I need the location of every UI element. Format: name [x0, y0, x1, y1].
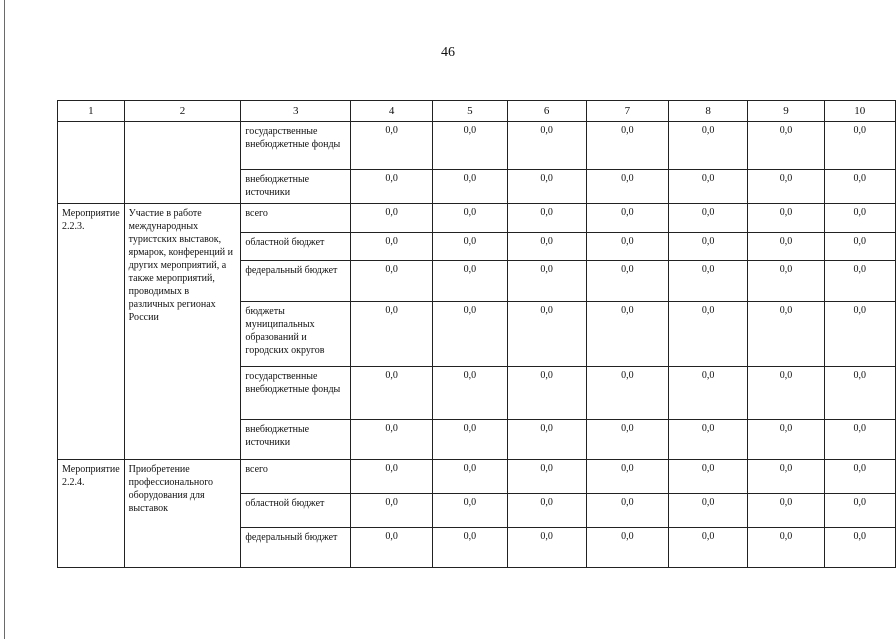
value-cell: 0,0 [824, 204, 895, 233]
value-cell: 0,0 [669, 170, 748, 204]
value-cell: 0,0 [748, 420, 824, 460]
funding-source-cell: федеральный бюджет [241, 528, 351, 568]
value-cell: 0,0 [669, 460, 748, 494]
value-cell: 0,0 [351, 261, 433, 302]
value-cell: 0,0 [586, 122, 668, 170]
value-cell: 0,0 [351, 302, 433, 367]
value-cell: 0,0 [586, 528, 668, 568]
value-cell: 0,0 [669, 233, 748, 261]
funding-table [57, 100, 896, 568]
table-row [58, 122, 896, 170]
event-code-cell [58, 122, 125, 204]
header-cell: 8 [669, 101, 748, 122]
value-cell: 0,0 [669, 261, 748, 302]
value-cell: 0,0 [669, 494, 748, 528]
value-cell: 0,0 [586, 233, 668, 261]
table-row [58, 204, 896, 233]
funding-source-cell: государственные внебюджетные фонды [241, 122, 351, 170]
header-cell: 6 [507, 101, 586, 122]
value-cell: 0,0 [351, 233, 433, 261]
value-cell: 0,0 [824, 122, 895, 170]
value-cell: 0,0 [507, 261, 586, 302]
funding-source-cell: внебюджетные источники [241, 170, 351, 204]
funding-source-cell: федеральный бюджет [241, 261, 351, 302]
value-cell: 0,0 [351, 204, 433, 233]
value-cell: 0,0 [586, 170, 668, 204]
value-cell: 0,0 [824, 170, 895, 204]
header-cell: 4 [351, 101, 433, 122]
value-cell: 0,0 [507, 122, 586, 170]
value-cell: 0,0 [824, 460, 895, 494]
value-cell: 0,0 [586, 204, 668, 233]
header-cell: 10 [824, 101, 895, 122]
value-cell: 0,0 [748, 302, 824, 367]
value-cell: 0,0 [586, 420, 668, 460]
value-cell: 0,0 [433, 460, 507, 494]
header-cell: 3 [241, 101, 351, 122]
header-cell: 5 [433, 101, 507, 122]
value-cell: 0,0 [669, 122, 748, 170]
event-description-cell: Участие в работе международных туристских выставок, ярмарок, конференций и других мероприятий, а также мероприятий, проводимых в различных регионах России [124, 204, 241, 460]
value-cell: 0,0 [433, 494, 507, 528]
funding-source-cell: областной бюджет [241, 494, 351, 528]
value-cell: 0,0 [351, 420, 433, 460]
table-body [58, 122, 896, 568]
value-cell: 0,0 [824, 420, 895, 460]
value-cell: 0,0 [351, 460, 433, 494]
value-cell: 0,0 [748, 170, 824, 204]
value-cell: 0,0 [748, 494, 824, 528]
event-code-cell: Мероприятие 2.2.4. [58, 460, 125, 568]
value-cell: 0,0 [433, 420, 507, 460]
funding-source-cell: бюджеты муниципальных образований и городских округов [241, 302, 351, 367]
value-cell: 0,0 [433, 302, 507, 367]
value-cell: 0,0 [351, 367, 433, 420]
value-cell: 0,0 [351, 122, 433, 170]
value-cell: 0,0 [748, 460, 824, 494]
value-cell: 0,0 [433, 528, 507, 568]
value-cell: 0,0 [748, 233, 824, 261]
value-cell: 0,0 [507, 233, 586, 261]
value-cell: 0,0 [824, 367, 895, 420]
value-cell: 0,0 [748, 528, 824, 568]
event-description-cell: Приобретение профессионального оборудования для выставок [124, 460, 241, 568]
value-cell: 0,0 [507, 420, 586, 460]
value-cell: 0,0 [824, 233, 895, 261]
value-cell: 0,0 [748, 122, 824, 170]
page-edge-line [4, 0, 5, 639]
value-cell: 0,0 [586, 261, 668, 302]
table-row [58, 460, 896, 494]
funding-source-cell: областной бюджет [241, 233, 351, 261]
value-cell: 0,0 [507, 204, 586, 233]
value-cell: 0,0 [824, 261, 895, 302]
value-cell: 0,0 [748, 367, 824, 420]
value-cell: 0,0 [433, 261, 507, 302]
page-number: 46 [441, 45, 455, 60]
header-cell: 9 [748, 101, 824, 122]
value-cell: 0,0 [669, 302, 748, 367]
value-cell: 0,0 [351, 170, 433, 204]
value-cell: 0,0 [824, 302, 895, 367]
value-cell: 0,0 [507, 494, 586, 528]
value-cell: 0,0 [669, 204, 748, 233]
value-cell: 0,0 [433, 170, 507, 204]
value-cell: 0,0 [586, 367, 668, 420]
value-cell: 0,0 [748, 204, 824, 233]
header-cell: 7 [586, 101, 668, 122]
value-cell: 0,0 [669, 420, 748, 460]
value-cell: 0,0 [824, 494, 895, 528]
value-cell: 0,0 [507, 460, 586, 494]
event-description-cell [124, 122, 241, 204]
value-cell: 0,0 [351, 528, 433, 568]
value-cell: 0,0 [507, 528, 586, 568]
value-cell: 0,0 [507, 367, 586, 420]
value-cell: 0,0 [586, 460, 668, 494]
value-cell: 0,0 [586, 302, 668, 367]
event-code-cell: Мероприятие 2.2.3. [58, 204, 125, 460]
header-cell: 1 [58, 101, 125, 122]
value-cell: 0,0 [507, 170, 586, 204]
value-cell: 0,0 [351, 494, 433, 528]
value-cell: 0,0 [433, 122, 507, 170]
value-cell: 0,0 [507, 302, 586, 367]
value-cell: 0,0 [586, 494, 668, 528]
value-cell: 0,0 [669, 528, 748, 568]
value-cell: 0,0 [669, 367, 748, 420]
value-cell: 0,0 [433, 204, 507, 233]
value-cell: 0,0 [748, 261, 824, 302]
funding-source-cell: всего [241, 204, 351, 233]
header-row [58, 101, 896, 122]
funding-source-cell: государственные внебюджетные фонды [241, 367, 351, 420]
header-cell: 2 [124, 101, 241, 122]
value-cell: 0,0 [824, 528, 895, 568]
value-cell: 0,0 [433, 233, 507, 261]
funding-source-cell: внебюджетные источники [241, 420, 351, 460]
value-cell: 0,0 [433, 367, 507, 420]
funding-source-cell: всего [241, 460, 351, 494]
